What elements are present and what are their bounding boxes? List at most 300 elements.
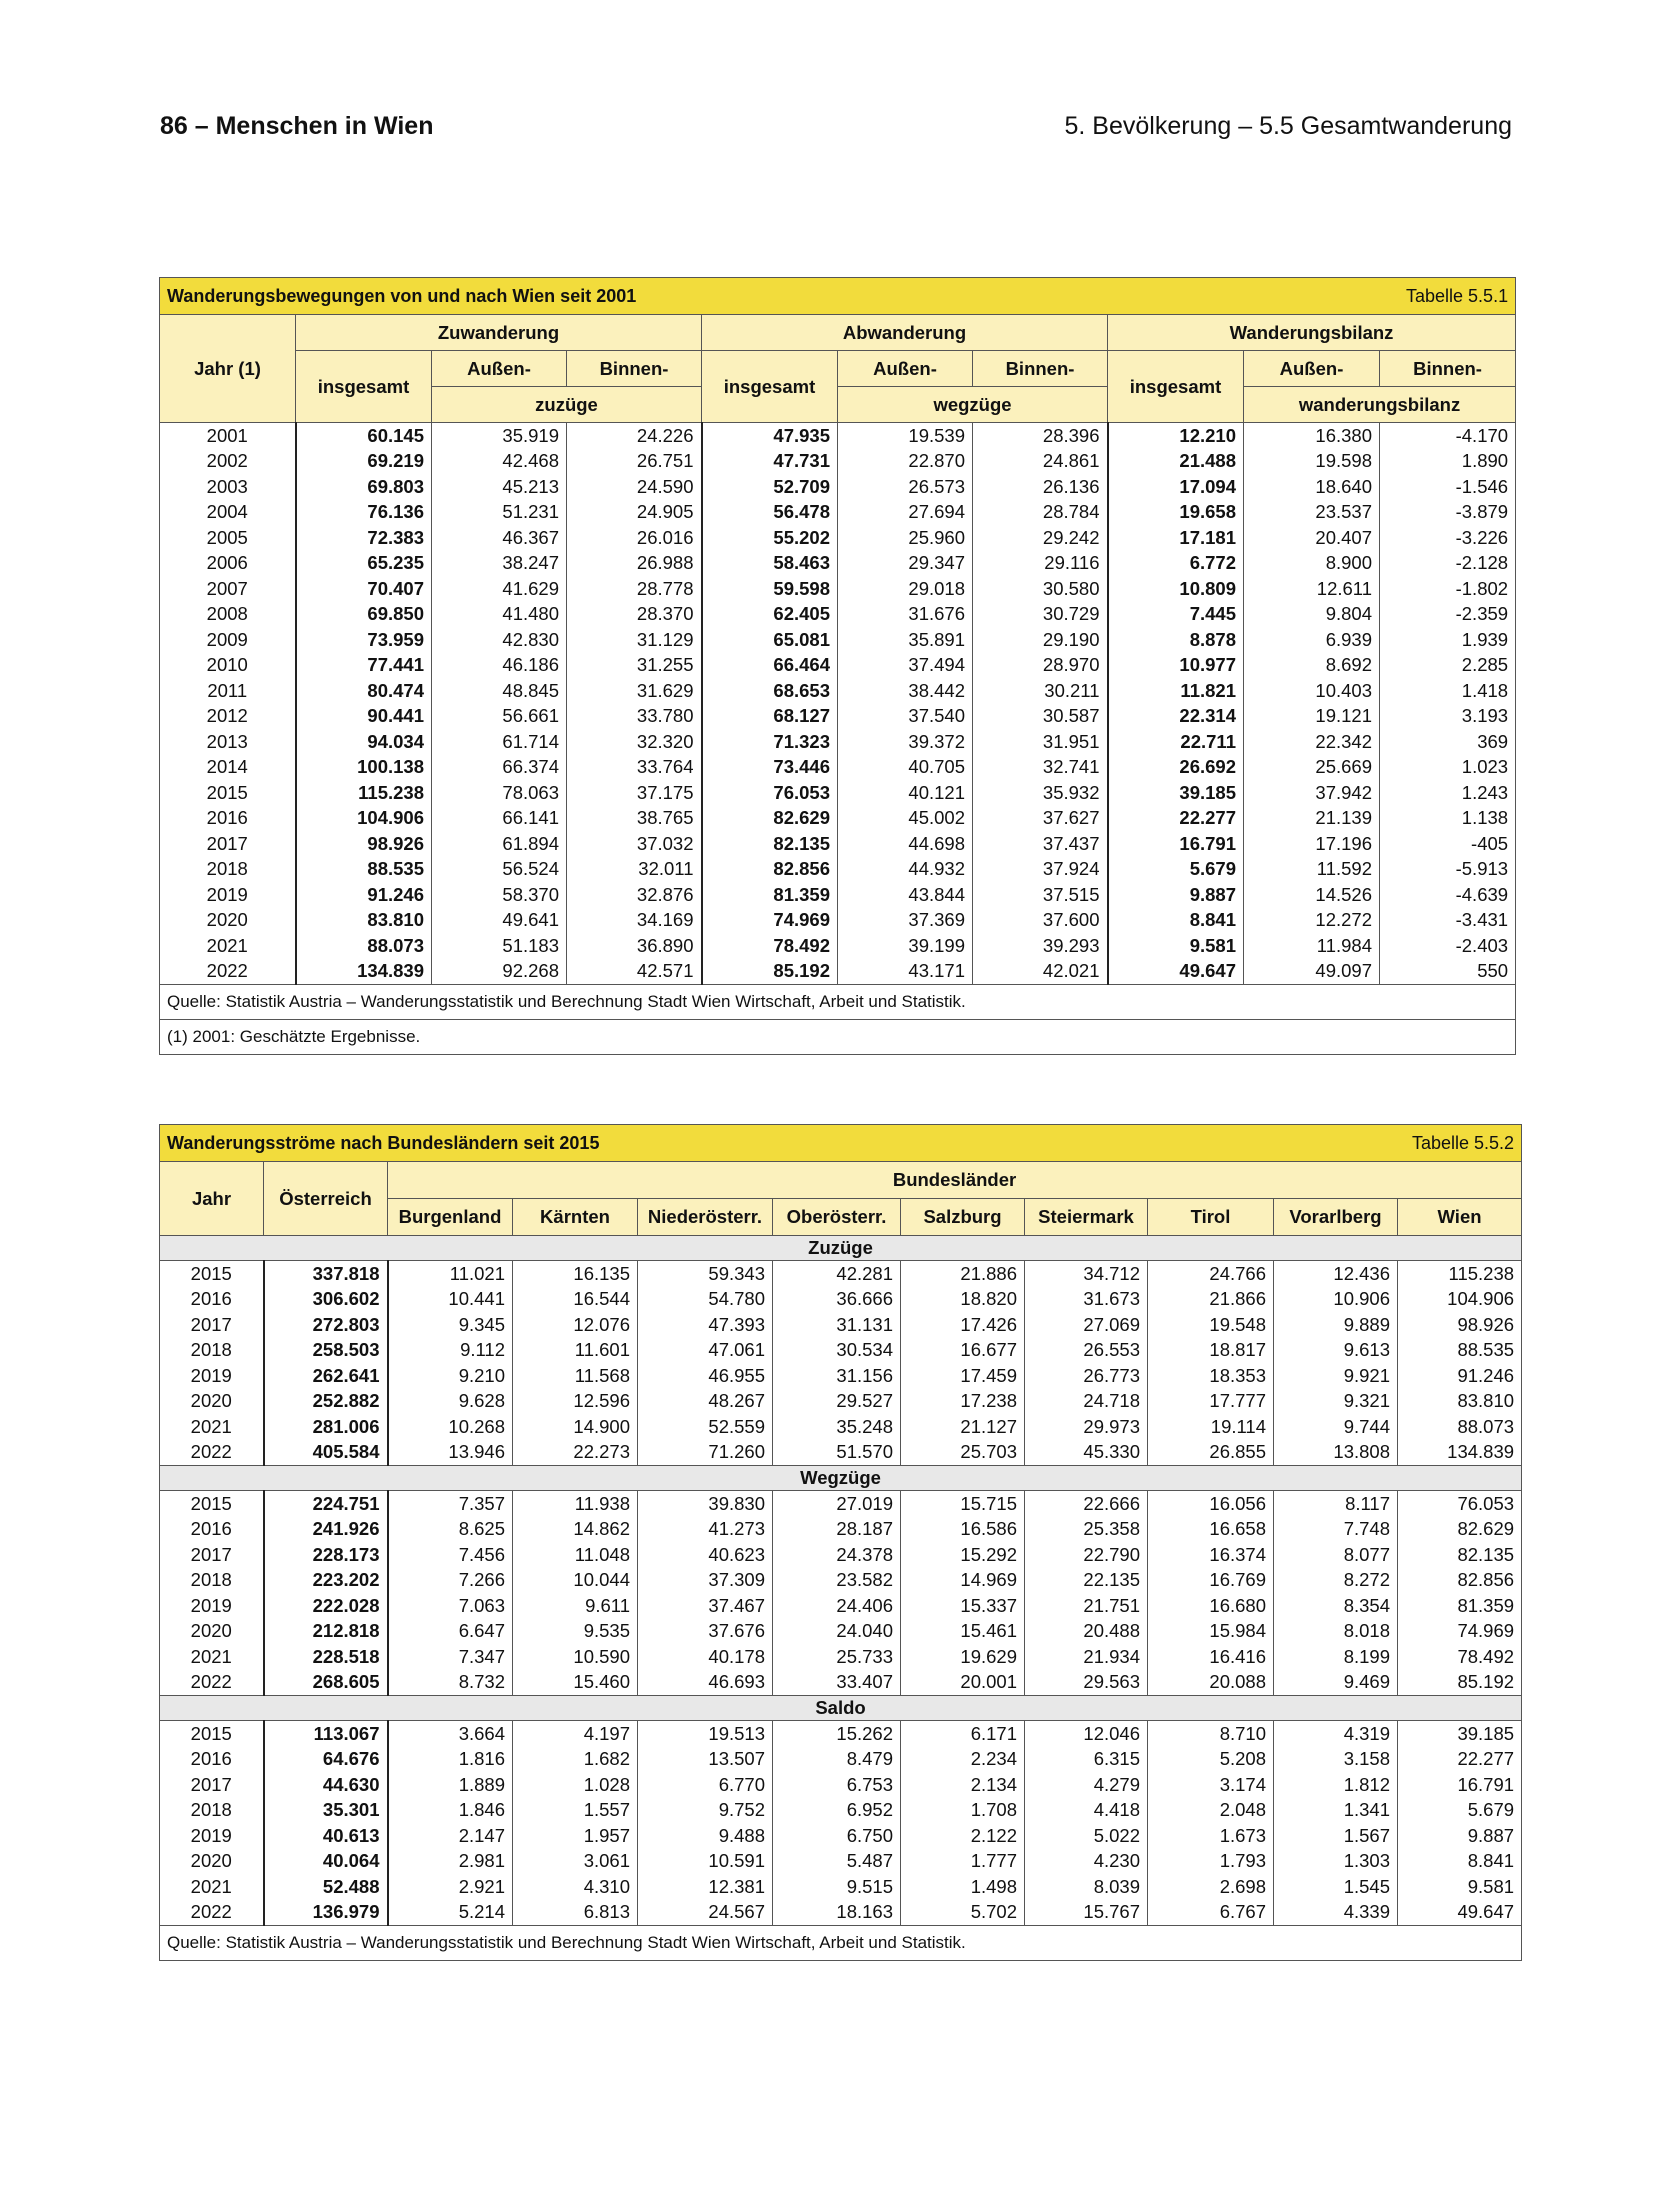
cell-aussenwegzuege: 38.442 — [838, 678, 973, 704]
cell-state-value: 1.708 — [901, 1798, 1025, 1824]
cell-state-value: 1.889 — [388, 1772, 513, 1798]
cell-abwanderung-insgesamt: 68.653 — [702, 678, 838, 704]
cell-binnenzuzuege: 26.751 — [567, 449, 702, 475]
cell-state-value: 8.199 — [1274, 1644, 1398, 1670]
table-row — [160, 1670, 1522, 1696]
cell-year: 2016 — [160, 806, 296, 832]
subheader-wegzuege: wegzüge — [838, 387, 1108, 423]
table-row — [160, 449, 1516, 475]
cell-binnenwanderungsbilanz: 1.138 — [1380, 806, 1516, 832]
cell-state-value: 8.039 — [1025, 1874, 1148, 1900]
cell-state-value: 1.812 — [1274, 1772, 1398, 1798]
table-number: Tabelle 5.5.1 — [1406, 285, 1509, 306]
table-row — [160, 1414, 1522, 1440]
cell-state-value: 16.544 — [513, 1287, 638, 1313]
cell-year: 2019 — [160, 882, 296, 908]
cell-binnenzuzuege: 37.175 — [567, 780, 702, 806]
cell-aussenzuzuege: 41.480 — [432, 602, 567, 628]
cell-state-value: 74.969 — [1398, 1619, 1522, 1645]
cell-state-value: 6.952 — [773, 1798, 901, 1824]
cell-abwanderung-insgesamt: 59.598 — [702, 576, 838, 602]
cell-state-value: 15.461 — [901, 1619, 1025, 1645]
section-label: Wegzüge — [160, 1466, 1522, 1491]
cell-year: 2014 — [160, 755, 296, 781]
cell-zuwanderung-insgesamt: 69.219 — [296, 449, 432, 475]
cell-state-value: 1.673 — [1148, 1823, 1274, 1849]
cell-binnenzuzuege: 28.778 — [567, 576, 702, 602]
cell-state-value: 16.769 — [1148, 1568, 1274, 1594]
cell-state-value: 12.381 — [638, 1874, 773, 1900]
cell-state-value: 3.061 — [513, 1849, 638, 1875]
cell-state-value: 6.750 — [773, 1823, 901, 1849]
table-row — [160, 1440, 1522, 1466]
cell-state-value: 8.077 — [1274, 1542, 1398, 1568]
cell-state-value: 17.459 — [901, 1363, 1025, 1389]
cell-year: 2021 — [160, 1874, 264, 1900]
cell-year: 2020 — [160, 908, 296, 934]
cell-state-value: 9.488 — [638, 1823, 773, 1849]
table-row — [160, 1517, 1522, 1543]
cell-year: 2017 — [160, 831, 296, 857]
cell-state-value: 5.679 — [1398, 1798, 1522, 1824]
cell-binnenzuzuege: 42.571 — [567, 959, 702, 985]
cell-abwanderung-insgesamt: 85.192 — [702, 959, 838, 985]
table-number: Tabelle 5.5.2 — [1411, 1132, 1515, 1153]
cell-abwanderung-insgesamt: 82.856 — [702, 857, 838, 883]
cell-year: 2018 — [160, 1338, 264, 1364]
cell-state-value: 9.752 — [638, 1798, 773, 1824]
col-header-insgesamt: insgesamt — [1108, 351, 1244, 423]
cell-state-value: 1.557 — [513, 1798, 638, 1824]
cell-state-value: 52.559 — [638, 1414, 773, 1440]
cell-year: 2002 — [160, 449, 296, 475]
cell-bilanz-insgesamt: 16.791 — [1108, 831, 1244, 857]
cell-aussenwegzuege: 26.573 — [838, 474, 973, 500]
cell-bilanz-insgesamt: 22.314 — [1108, 704, 1244, 730]
cell-year: 2016 — [160, 1287, 264, 1313]
cell-state-value: 23.582 — [773, 1568, 901, 1594]
col-header-insgesamt: insgesamt — [702, 351, 838, 423]
cell-state-value: 7.456 — [388, 1542, 513, 1568]
cell-state-value: 9.889 — [1274, 1312, 1398, 1338]
cell-state-value: 6.753 — [773, 1772, 901, 1798]
cell-state-value: 16.677 — [901, 1338, 1025, 1364]
cell-oesterreich: 306.602 — [264, 1287, 388, 1313]
cell-state-value: 5.208 — [1148, 1747, 1274, 1773]
cell-aussenwegzuege: 37.540 — [838, 704, 973, 730]
cell-state-value: 14.900 — [513, 1414, 638, 1440]
col-header-niederoesterreich: Niederösterr. — [638, 1199, 773, 1236]
cell-state-value: 13.507 — [638, 1747, 773, 1773]
cell-state-value: 15.262 — [773, 1721, 901, 1747]
cell-year: 2020 — [160, 1849, 264, 1875]
cell-state-value: 25.733 — [773, 1644, 901, 1670]
cell-year: 2008 — [160, 602, 296, 628]
cell-state-value: 37.309 — [638, 1568, 773, 1594]
cell-binnenwanderungsbilanz: -5.913 — [1380, 857, 1516, 883]
cell-state-value: 26.553 — [1025, 1338, 1148, 1364]
cell-state-value: 91.246 — [1398, 1363, 1522, 1389]
cell-zuwanderung-insgesamt: 80.474 — [296, 678, 432, 704]
cell-state-value: 9.345 — [388, 1312, 513, 1338]
table-row — [160, 627, 1516, 653]
table-row — [160, 806, 1516, 832]
cell-aussenwanderungsbilanz: 17.196 — [1244, 831, 1380, 857]
cell-state-value: 27.069 — [1025, 1312, 1148, 1338]
cell-binnenzuzuege: 24.590 — [567, 474, 702, 500]
cell-binnenwanderungsbilanz: 1.418 — [1380, 678, 1516, 704]
cell-state-value: 18.353 — [1148, 1363, 1274, 1389]
table-title-bar — [160, 1125, 1522, 1162]
table-row — [160, 1338, 1522, 1364]
cell-state-value: 24.406 — [773, 1593, 901, 1619]
cell-bilanz-insgesamt: 6.772 — [1108, 551, 1244, 577]
cell-state-value: 83.810 — [1398, 1389, 1522, 1415]
cell-year: 2021 — [160, 933, 296, 959]
subheader-zuzuege: zuzüge — [432, 387, 702, 423]
cell-bilanz-insgesamt: 9.887 — [1108, 882, 1244, 908]
cell-state-value: 10.441 — [388, 1287, 513, 1313]
cell-zuwanderung-insgesamt: 65.235 — [296, 551, 432, 577]
table-row — [160, 1721, 1522, 1747]
cell-state-value: 7.748 — [1274, 1517, 1398, 1543]
table-row — [160, 525, 1516, 551]
table-row — [160, 1874, 1522, 1900]
cell-binnenwanderungsbilanz: -2.403 — [1380, 933, 1516, 959]
cell-binnenwanderungsbilanz: 550 — [1380, 959, 1516, 985]
cell-year: 2022 — [160, 1670, 264, 1696]
cell-oesterreich: 228.518 — [264, 1644, 388, 1670]
cell-binnenwanderungsbilanz: -2.359 — [1380, 602, 1516, 628]
cell-zuwanderung-insgesamt: 88.073 — [296, 933, 432, 959]
cell-state-value: 3.174 — [1148, 1772, 1274, 1798]
cell-state-value: 51.570 — [773, 1440, 901, 1466]
cell-state-value: 6.647 — [388, 1619, 513, 1645]
cell-state-value: 31.673 — [1025, 1287, 1148, 1313]
cell-state-value: 25.358 — [1025, 1517, 1148, 1543]
cell-state-value: 82.135 — [1398, 1542, 1522, 1568]
table-title: Wanderungsströme nach Bundesländern seit 2015 — [167, 1132, 600, 1153]
cell-bilanz-insgesamt: 39.185 — [1108, 780, 1244, 806]
cell-state-value: 27.019 — [773, 1491, 901, 1517]
table-row — [160, 831, 1516, 857]
cell-oesterreich: 272.803 — [264, 1312, 388, 1338]
cell-abwanderung-insgesamt: 68.127 — [702, 704, 838, 730]
cell-year: 2020 — [160, 1619, 264, 1645]
migration-table-5-5-1 — [159, 277, 1516, 1055]
table-row — [160, 704, 1516, 730]
cell-state-value: 2.698 — [1148, 1874, 1274, 1900]
cell-state-value: 17.777 — [1148, 1389, 1274, 1415]
cell-zuwanderung-insgesamt: 94.034 — [296, 729, 432, 755]
cell-aussenwegzuege: 39.199 — [838, 933, 973, 959]
source-note: Quelle: Statistik Austria – Wanderungsstatistik und Berechnung Stadt Wien Wirtschaft, Arbeit und Statistik. — [160, 985, 1516, 1020]
col-header-binnen: Binnen- — [973, 351, 1108, 387]
cell-state-value: 22.135 — [1025, 1568, 1148, 1594]
cell-abwanderung-insgesamt: 73.446 — [702, 755, 838, 781]
cell-state-value: 5.487 — [773, 1849, 901, 1875]
cell-state-value: 12.436 — [1274, 1261, 1398, 1287]
cell-state-value: 12.076 — [513, 1312, 638, 1338]
source-note: Quelle: Statistik Austria – Wanderungsstatistik und Berechnung Stadt Wien Wirtschaft, Arbeit und Statistik. — [160, 1926, 1522, 1961]
cell-aussenwegzuege: 37.369 — [838, 908, 973, 934]
cell-bilanz-insgesamt: 8.841 — [1108, 908, 1244, 934]
group-header-zuwanderung: Zuwanderung — [296, 315, 702, 351]
col-header-aussen: Außen- — [432, 351, 567, 387]
cell-state-value: 9.921 — [1274, 1363, 1398, 1389]
table-row — [160, 882, 1516, 908]
cell-aussenwanderungsbilanz: 20.407 — [1244, 525, 1380, 551]
page-header-left: 86 – Menschen in Wien — [160, 112, 434, 140]
cell-aussenwegzuege: 19.539 — [838, 423, 973, 449]
cell-bilanz-insgesamt: 19.658 — [1108, 500, 1244, 526]
cell-year: 2021 — [160, 1644, 264, 1670]
cell-state-value: 3.158 — [1274, 1747, 1398, 1773]
table-row — [160, 1312, 1522, 1338]
cell-state-value: 15.292 — [901, 1542, 1025, 1568]
cell-state-value: 2.234 — [901, 1747, 1025, 1773]
cell-binnenzuzuege: 28.370 — [567, 602, 702, 628]
cell-year: 2015 — [160, 1491, 264, 1517]
table-row — [160, 959, 1516, 985]
cell-state-value: 10.268 — [388, 1414, 513, 1440]
cell-aussenzuzuege: 61.894 — [432, 831, 567, 857]
cell-binnenzuzuege: 32.011 — [567, 857, 702, 883]
cell-state-value: 1.545 — [1274, 1874, 1398, 1900]
cell-state-value: 2.147 — [388, 1823, 513, 1849]
cell-zuwanderung-insgesamt: 88.535 — [296, 857, 432, 883]
cell-state-value: 25.703 — [901, 1440, 1025, 1466]
cell-state-value: 134.839 — [1398, 1440, 1522, 1466]
cell-binnenzuzuege: 31.629 — [567, 678, 702, 704]
cell-binnenzuzuege: 38.765 — [567, 806, 702, 832]
cell-state-value: 6.315 — [1025, 1747, 1148, 1773]
cell-state-value: 18.820 — [901, 1287, 1025, 1313]
col-header-year: Jahr — [160, 1162, 264, 1236]
cell-state-value: 11.601 — [513, 1338, 638, 1364]
cell-state-value: 1.816 — [388, 1747, 513, 1773]
cell-binnenwanderungsbilanz: -3.431 — [1380, 908, 1516, 934]
cell-zuwanderung-insgesamt: 60.145 — [296, 423, 432, 449]
cell-bilanz-insgesamt: 21.488 — [1108, 449, 1244, 475]
cell-state-value: 28.187 — [773, 1517, 901, 1543]
cell-binnenwegzuege: 29.242 — [973, 525, 1108, 551]
cell-aussenwanderungsbilanz: 10.403 — [1244, 678, 1380, 704]
cell-aussenzuzuege: 58.370 — [432, 882, 567, 908]
table-row — [160, 908, 1516, 934]
section-row — [160, 1466, 1522, 1491]
cell-state-value: 11.938 — [513, 1491, 638, 1517]
cell-aussenwegzuege: 22.870 — [838, 449, 973, 475]
cell-state-value: 6.171 — [901, 1721, 1025, 1747]
cell-oesterreich: 222.028 — [264, 1593, 388, 1619]
cell-bilanz-insgesamt: 9.581 — [1108, 933, 1244, 959]
cell-state-value: 16.416 — [1148, 1644, 1274, 1670]
cell-state-value: 20.488 — [1025, 1619, 1148, 1645]
col-header-kaernten: Kärnten — [513, 1199, 638, 1236]
cell-oesterreich: 136.979 — [264, 1900, 388, 1926]
cell-state-value: 21.866 — [1148, 1287, 1274, 1313]
cell-state-value: 13.946 — [388, 1440, 513, 1466]
cell-zuwanderung-insgesamt: 69.850 — [296, 602, 432, 628]
cell-year: 2011 — [160, 678, 296, 704]
cell-oesterreich: 35.301 — [264, 1798, 388, 1824]
cell-state-value: 6.813 — [513, 1900, 638, 1926]
cell-state-value: 17.238 — [901, 1389, 1025, 1415]
cell-binnenzuzuege: 26.988 — [567, 551, 702, 577]
cell-binnenwegzuege: 30.587 — [973, 704, 1108, 730]
cell-state-value: 15.715 — [901, 1491, 1025, 1517]
cell-aussenwegzuege: 44.932 — [838, 857, 973, 883]
cell-state-value: 8.710 — [1148, 1721, 1274, 1747]
cell-state-value: 4.310 — [513, 1874, 638, 1900]
cell-state-value: 9.112 — [388, 1338, 513, 1364]
table-row — [160, 780, 1516, 806]
cell-oesterreich: 52.488 — [264, 1874, 388, 1900]
cell-binnenzuzuege: 37.032 — [567, 831, 702, 857]
cell-state-value: 4.197 — [513, 1721, 638, 1747]
cell-oesterreich: 268.605 — [264, 1670, 388, 1696]
cell-year: 2013 — [160, 729, 296, 755]
cell-binnenwegzuege: 28.784 — [973, 500, 1108, 526]
cell-oesterreich: 212.818 — [264, 1619, 388, 1645]
cell-year: 2019 — [160, 1593, 264, 1619]
cell-state-value: 78.492 — [1398, 1644, 1522, 1670]
cell-year: 2022 — [160, 1440, 264, 1466]
cell-binnenwegzuege: 24.861 — [973, 449, 1108, 475]
cell-state-value: 8.479 — [773, 1747, 901, 1773]
cell-state-value: 81.359 — [1398, 1593, 1522, 1619]
cell-year: 2015 — [160, 1261, 264, 1287]
table-row — [160, 933, 1516, 959]
cell-binnenwanderungsbilanz: 2.285 — [1380, 653, 1516, 679]
cell-state-value: 20.001 — [901, 1670, 1025, 1696]
cell-aussenwegzuege: 29.347 — [838, 551, 973, 577]
cell-zuwanderung-insgesamt: 91.246 — [296, 882, 432, 908]
cell-binnenzuzuege: 32.320 — [567, 729, 702, 755]
cell-bilanz-insgesamt: 7.445 — [1108, 602, 1244, 628]
cell-year: 2005 — [160, 525, 296, 551]
cell-aussenzuzuege: 38.247 — [432, 551, 567, 577]
cell-binnenwanderungsbilanz: -3.226 — [1380, 525, 1516, 551]
cell-binnenwegzuege: 26.136 — [973, 474, 1108, 500]
subheader-wanderungsbilanz: wanderungsbilanz — [1244, 387, 1516, 423]
cell-aussenwanderungsbilanz: 12.611 — [1244, 576, 1380, 602]
cell-zuwanderung-insgesamt: 98.926 — [296, 831, 432, 857]
cell-aussenwanderungsbilanz: 6.939 — [1244, 627, 1380, 653]
cell-binnenwanderungsbilanz: -3.879 — [1380, 500, 1516, 526]
cell-aussenzuzuege: 51.183 — [432, 933, 567, 959]
cell-aussenwanderungsbilanz: 22.342 — [1244, 729, 1380, 755]
cell-binnenzuzuege: 31.129 — [567, 627, 702, 653]
table-row — [160, 423, 1516, 449]
cell-state-value: 11.021 — [388, 1261, 513, 1287]
cell-zuwanderung-insgesamt: 69.803 — [296, 474, 432, 500]
cell-state-value: 4.339 — [1274, 1900, 1398, 1926]
cell-aussenwanderungsbilanz: 25.669 — [1244, 755, 1380, 781]
cell-year: 2003 — [160, 474, 296, 500]
cell-state-value: 1.957 — [513, 1823, 638, 1849]
section-label: Zuzüge — [160, 1236, 1522, 1261]
cell-state-value: 20.088 — [1148, 1670, 1274, 1696]
table-row — [160, 602, 1516, 628]
cell-binnenwegzuege: 37.627 — [973, 806, 1108, 832]
cell-aussenwegzuege: 39.372 — [838, 729, 973, 755]
col-header-burgenland: Burgenland — [388, 1199, 513, 1236]
cell-state-value: 1.793 — [1148, 1849, 1274, 1875]
cell-state-value: 1.341 — [1274, 1798, 1398, 1824]
cell-abwanderung-insgesamt: 71.323 — [702, 729, 838, 755]
cell-aussenwanderungsbilanz: 21.139 — [1244, 806, 1380, 832]
cell-oesterreich: 224.751 — [264, 1491, 388, 1517]
table-row — [160, 551, 1516, 577]
cell-state-value: 8.732 — [388, 1670, 513, 1696]
cell-year: 2018 — [160, 1568, 264, 1594]
cell-aussenwegzuege: 43.171 — [838, 959, 973, 985]
cell-binnenwanderungsbilanz: 1.890 — [1380, 449, 1516, 475]
cell-state-value: 1.498 — [901, 1874, 1025, 1900]
cell-zuwanderung-insgesamt: 73.959 — [296, 627, 432, 653]
cell-abwanderung-insgesamt: 55.202 — [702, 525, 838, 551]
cell-year: 2019 — [160, 1823, 264, 1849]
group-header-bundeslaender: Bundesländer — [388, 1162, 1522, 1199]
migration-table-5-5-2 — [159, 1124, 1522, 1961]
cell-year: 2021 — [160, 1414, 264, 1440]
cell-zuwanderung-insgesamt: 115.238 — [296, 780, 432, 806]
cell-year: 2007 — [160, 576, 296, 602]
cell-state-value: 21.934 — [1025, 1644, 1148, 1670]
cell-oesterreich: 405.584 — [264, 1440, 388, 1466]
cell-state-value: 46.693 — [638, 1670, 773, 1696]
cell-aussenwanderungsbilanz: 16.380 — [1244, 423, 1380, 449]
cell-state-value: 15.337 — [901, 1593, 1025, 1619]
cell-aussenzuzuege: 66.374 — [432, 755, 567, 781]
cell-year: 2015 — [160, 1721, 264, 1747]
cell-abwanderung-insgesamt: 62.405 — [702, 602, 838, 628]
section-label: Saldo — [160, 1696, 1522, 1721]
cell-state-value: 24.567 — [638, 1900, 773, 1926]
cell-state-value: 4.319 — [1274, 1721, 1398, 1747]
table-row — [160, 1644, 1522, 1670]
cell-abwanderung-insgesamt: 65.081 — [702, 627, 838, 653]
cell-abwanderung-insgesamt: 74.969 — [702, 908, 838, 934]
cell-state-value: 31.156 — [773, 1363, 901, 1389]
cell-state-value: 9.744 — [1274, 1414, 1398, 1440]
cell-state-value: 88.535 — [1398, 1338, 1522, 1364]
cell-binnenwegzuege: 29.190 — [973, 627, 1108, 653]
section-row — [160, 1236, 1522, 1261]
cell-state-value: 4.230 — [1025, 1849, 1148, 1875]
cell-state-value: 10.591 — [638, 1849, 773, 1875]
cell-bilanz-insgesamt: 26.692 — [1108, 755, 1244, 781]
table-row — [160, 1389, 1522, 1415]
cell-aussenzuzuege: 56.524 — [432, 857, 567, 883]
cell-aussenwanderungsbilanz: 37.942 — [1244, 780, 1380, 806]
cell-state-value: 1.028 — [513, 1772, 638, 1798]
cell-abwanderung-insgesamt: 82.629 — [702, 806, 838, 832]
table-title-bar — [160, 278, 1516, 315]
table-title: Wanderungsbewegungen von und nach Wien seit 2001 — [167, 285, 637, 306]
col-header-oesterreich: Österreich — [264, 1162, 388, 1236]
cell-state-value: 21.127 — [901, 1414, 1025, 1440]
cell-state-value: 15.460 — [513, 1670, 638, 1696]
cell-year: 2018 — [160, 1798, 264, 1824]
cell-state-value: 22.790 — [1025, 1542, 1148, 1568]
col-header-insgesamt: insgesamt — [296, 351, 432, 423]
cell-state-value: 98.926 — [1398, 1312, 1522, 1338]
cell-state-value: 2.981 — [388, 1849, 513, 1875]
table-row — [160, 1900, 1522, 1926]
